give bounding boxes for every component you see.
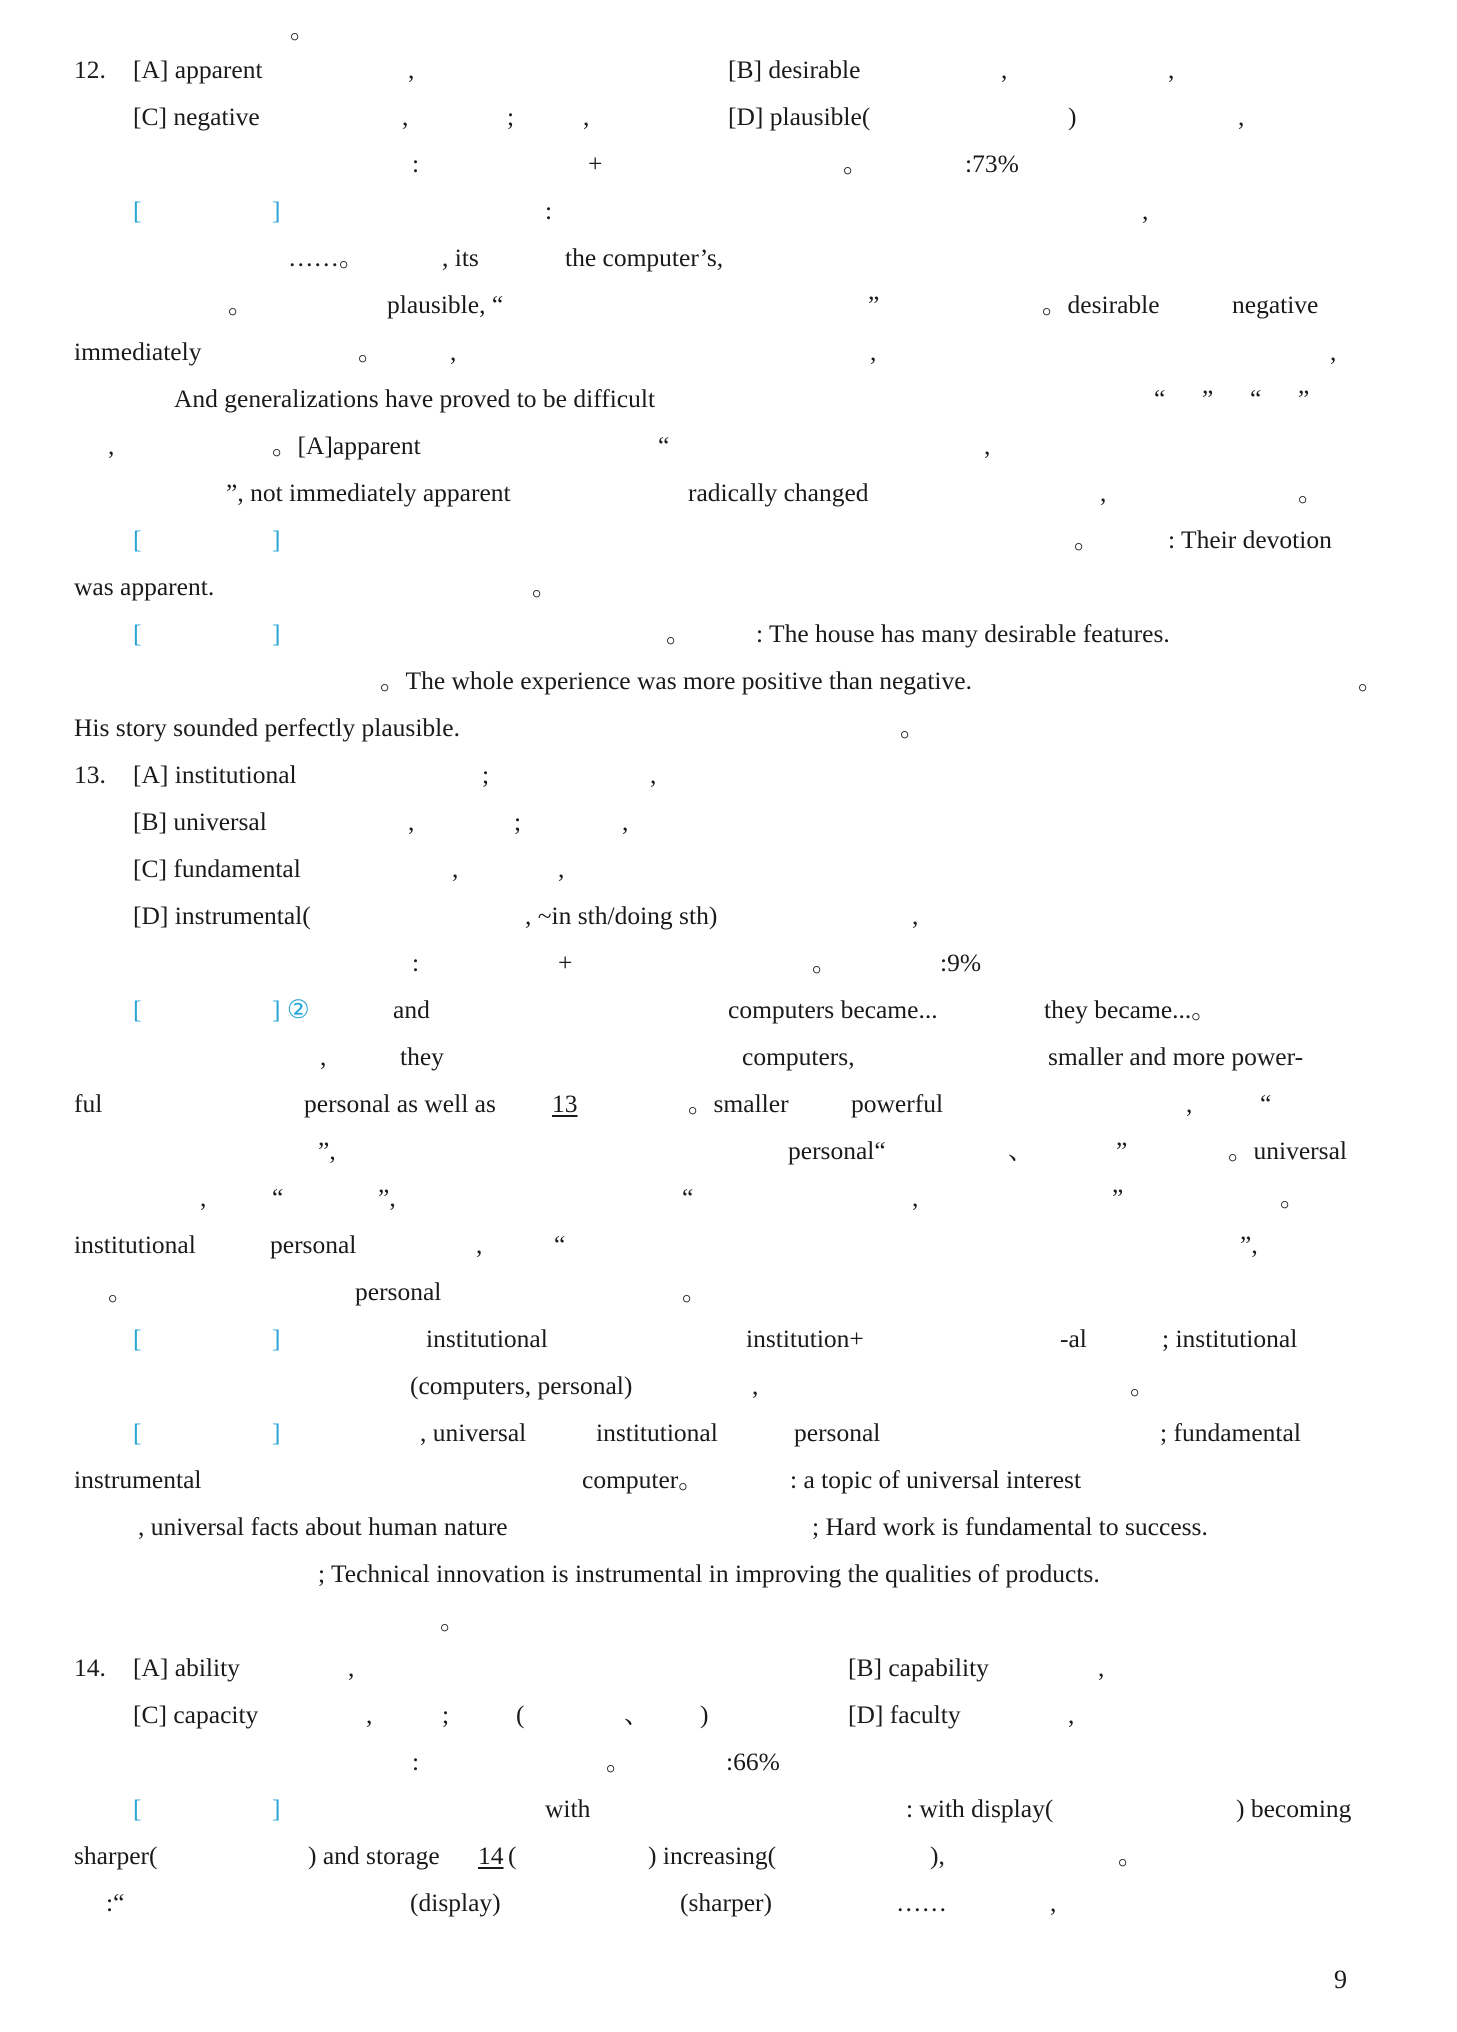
text-segment: , its <box>442 243 479 272</box>
text-line <box>0 470 1457 516</box>
section-bracket: ] <box>272 1324 281 1353</box>
text-segment: , <box>402 102 409 131</box>
text-segment: [B] capability <box>848 1653 989 1682</box>
text-segment: , <box>1186 1089 1193 1118</box>
text-segment: , <box>108 431 115 460</box>
text-segment: 。 <box>1280 1183 1306 1212</box>
text-segment: , <box>650 760 657 789</box>
text-segment: the computer’s, <box>565 243 724 272</box>
section-bracket: ] <box>272 196 281 225</box>
text-segment: , <box>558 854 565 883</box>
text-segment: ; <box>507 102 515 131</box>
section-bracket: ] <box>272 1794 281 1823</box>
text-segment: , <box>200 1183 207 1212</box>
text-segment: ) and storage <box>308 1841 440 1870</box>
text-segment: 。The whole experience was more positive than negative. <box>380 666 972 695</box>
text-segment: ) <box>700 1700 709 1729</box>
text-segment: , universal <box>420 1418 527 1447</box>
text-segment: 。 <box>606 1747 632 1776</box>
text-line <box>0 1880 1457 1926</box>
text-segment: institutional <box>596 1418 718 1447</box>
text-segment: ; Technical innovation is instrumental in improving the qualities of products. <box>318 1559 1100 1588</box>
text-segment: [B] universal <box>133 807 267 836</box>
text-segment: ; <box>442 1700 450 1729</box>
text-line <box>0 376 1457 422</box>
text-line <box>0 141 1457 187</box>
text-segment: + <box>588 149 603 178</box>
text-line <box>0 1692 1457 1738</box>
text-segment: : Their devotion <box>1168 525 1332 554</box>
text-segment: His story sounded perfectly plausible. <box>74 713 460 742</box>
text-segment: 。 <box>666 619 692 648</box>
text-segment: [C] negative <box>133 102 260 131</box>
text-segment: [A] apparent <box>133 55 263 84</box>
text-segment: was apparent. <box>74 572 215 601</box>
text-segment: ”, <box>1240 1230 1258 1259</box>
text-segment: ”, <box>378 1183 396 1212</box>
section-bracket: [ <box>133 1794 142 1823</box>
text-segment: , ~in sth/doing sth) <box>525 901 718 930</box>
text-segment: they became...。 <box>1044 995 1217 1024</box>
text-segment: personal <box>270 1230 357 1259</box>
text-segment: institution+ <box>746 1324 864 1353</box>
text-segment: ” <box>1202 384 1214 413</box>
text-segment: computer。 <box>582 1465 704 1494</box>
text-line <box>0 1833 1457 1879</box>
text-segment: 。 <box>358 337 384 366</box>
text-segment: smaller and more power- <box>1048 1042 1304 1071</box>
text-segment: ”, <box>318 1136 336 1165</box>
text-segment: [D] plausible( <box>728 102 871 131</box>
text-segment: 13. <box>74 760 106 789</box>
text-segment: :73% <box>965 149 1019 178</box>
text-segment: [A] institutional <box>133 760 297 789</box>
text-segment: : <box>545 196 553 225</box>
text-segment: , <box>1098 1653 1105 1682</box>
section-bracket: ] <box>272 1418 281 1447</box>
text-segment: “ <box>1154 384 1166 413</box>
text-segment: 。 <box>900 713 926 742</box>
text-segment: personal“ <box>788 1136 886 1165</box>
text-line <box>0 94 1457 140</box>
text-line <box>0 1363 1457 1409</box>
text-segment: 。 <box>532 572 558 601</box>
text-segment: institutional <box>74 1230 196 1259</box>
text-segment: : The house has many desirable features. <box>756 619 1170 648</box>
text-line <box>0 235 1457 281</box>
text-line <box>0 752 1457 798</box>
text-segment: “ <box>554 1230 566 1259</box>
text-segment: instrumental <box>74 1465 202 1494</box>
text-segment: (sharper) <box>680 1888 773 1917</box>
section-bracket: [ <box>133 1418 142 1447</box>
text-segment: sharper( <box>74 1841 158 1870</box>
text-line <box>0 1222 1457 1268</box>
text-segment: , <box>1050 1888 1057 1917</box>
text-segment: 。 <box>1118 1841 1144 1870</box>
text-segment: personal <box>355 1277 442 1306</box>
text-segment: ful <box>74 1089 103 1118</box>
text-segment: , <box>408 807 415 836</box>
text-line <box>0 1128 1457 1174</box>
text-line <box>0 564 1457 610</box>
text-segment: …… <box>896 1888 947 1917</box>
text-segment: ” <box>1116 1136 1128 1165</box>
section-bracket: [ <box>133 619 142 648</box>
text-segment: : <box>412 1747 420 1776</box>
section-bracket: ] <box>272 525 281 554</box>
section-bracket: [ <box>133 196 142 225</box>
section-bracket: ] ② <box>272 995 310 1024</box>
text-segment: ; Hard work is fundamental to success. <box>812 1512 1208 1541</box>
text-segment: 。 <box>440 1606 466 1635</box>
text-line <box>0 188 1457 234</box>
text-segment: , <box>1001 55 1008 84</box>
text-segment: , <box>1068 1700 1075 1729</box>
text-segment: (computers, personal) <box>410 1371 633 1400</box>
text-line <box>0 1739 1457 1785</box>
text-segment: , <box>476 1230 483 1259</box>
text-line <box>0 1081 1457 1127</box>
text-segment: 、 <box>624 1700 650 1729</box>
text-segment: 。 <box>290 15 316 44</box>
text-segment: , <box>984 431 991 460</box>
text-segment: , <box>912 901 919 930</box>
text-segment: [D] instrumental( <box>133 901 311 930</box>
text-segment: 14. <box>74 1653 106 1682</box>
text-line <box>0 517 1457 563</box>
text-segment: ” <box>868 290 880 319</box>
text-segment: computers became... <box>728 995 938 1024</box>
text-segment: personal <box>794 1418 881 1447</box>
text-segment: 。 <box>228 290 254 319</box>
text-segment: radically changed <box>688 478 869 507</box>
text-line <box>0 282 1457 328</box>
text-line <box>0 1269 1457 1315</box>
text-line <box>0 705 1457 751</box>
text-segment: And generalizations have proved to be difficult <box>174 384 656 413</box>
text-segment: , <box>1142 196 1149 225</box>
text-segment: :66% <box>726 1747 780 1776</box>
text-segment: immediately <box>74 337 202 366</box>
text-segment: [C] fundamental <box>133 854 301 883</box>
text-segment: , <box>912 1183 919 1212</box>
text-line <box>0 423 1457 469</box>
blank-number: 14 <box>478 1841 504 1870</box>
text-segment: ; <box>514 807 522 836</box>
text-segment: with <box>545 1794 591 1823</box>
text-segment: powerful <box>851 1089 944 1118</box>
text-segment: , <box>1238 102 1245 131</box>
text-segment: , <box>1168 55 1175 84</box>
section-bracket: ] <box>272 619 281 648</box>
text-segment: and <box>393 995 430 1024</box>
text-line <box>0 47 1457 93</box>
text-segment: [C] capacity <box>133 1700 259 1729</box>
text-line <box>0 1175 1457 1221</box>
page-number: 9 <box>1334 1965 1347 1994</box>
text-segment: ; <box>482 760 490 789</box>
text-line <box>0 1457 1457 1503</box>
text-segment: :“ <box>106 1888 125 1917</box>
text-segment: 、 <box>1008 1136 1034 1165</box>
text-segment: + <box>558 948 573 977</box>
text-segment: : with display( <box>906 1794 1054 1823</box>
text-segment: [B] desirable <box>728 55 861 84</box>
section-bracket: [ <box>133 1324 142 1353</box>
section-bracket: [ <box>133 995 142 1024</box>
text-segment: 12. <box>74 55 106 84</box>
text-segment: ), <box>930 1841 945 1870</box>
text-line <box>0 1645 1457 1691</box>
text-segment: 。 <box>1074 525 1100 554</box>
text-segment: , <box>366 1700 373 1729</box>
text-segment: ” <box>1298 384 1310 413</box>
text-segment: -al <box>1060 1324 1087 1353</box>
text-segment: 。 <box>812 948 838 977</box>
text-segment: ) becoming <box>1236 1794 1352 1823</box>
text-segment: they <box>400 1042 444 1071</box>
text-line <box>0 940 1457 986</box>
text-segment: , <box>452 854 459 883</box>
text-segment: 。universal <box>1228 1136 1347 1165</box>
text-line <box>0 799 1457 845</box>
text-segment: [A] ability <box>133 1653 240 1682</box>
text-segment: “ <box>272 1183 284 1212</box>
text-segment: 。[A]apparent <box>272 431 421 460</box>
text-segment: ” <box>1112 1183 1124 1212</box>
text-segment: , <box>1330 337 1337 366</box>
text-segment: 。 <box>1130 1371 1156 1400</box>
text-segment: [D] faculty <box>848 1700 961 1729</box>
text-segment: 。 <box>682 1277 708 1306</box>
text-segment: ) <box>1068 102 1077 131</box>
text-line <box>0 1504 1457 1550</box>
text-segment: 。 <box>108 1277 134 1306</box>
text-segment: : a topic of universal interest <box>790 1465 1082 1494</box>
text-segment: “ <box>658 431 670 460</box>
text-line <box>0 1551 1457 1597</box>
text-segment: ……。 <box>288 243 365 272</box>
text-segment: , <box>622 807 629 836</box>
text-segment: negative <box>1232 290 1319 319</box>
text-segment: , <box>348 1653 355 1682</box>
text-line <box>0 1316 1457 1362</box>
text-line <box>0 1410 1457 1456</box>
text-segment: , <box>320 1042 327 1071</box>
text-segment: 。 <box>1358 666 1384 695</box>
text-segment: ( <box>516 1700 525 1729</box>
text-segment: 。 <box>1298 478 1324 507</box>
text-line <box>0 658 1457 704</box>
text-segment: , universal facts about human nature <box>138 1512 508 1541</box>
text-segment: ) increasing( <box>648 1841 777 1870</box>
section-bracket: [ <box>133 525 142 554</box>
text-segment: ”, not immediately apparent <box>226 478 511 507</box>
text-segment: 。smaller <box>688 1089 789 1118</box>
text-segment: ; institutional <box>1162 1324 1298 1353</box>
text-line <box>0 611 1457 657</box>
text-segment: “ <box>682 1183 694 1212</box>
text-segment: , <box>870 337 877 366</box>
text-line <box>0 329 1457 375</box>
text-line <box>0 846 1457 892</box>
text-segment: : <box>412 149 420 178</box>
text-segment: , <box>408 55 415 84</box>
text-segment: : <box>412 948 420 977</box>
text-line <box>0 987 1457 1033</box>
text-segment: ( <box>508 1841 517 1870</box>
text-segment: , <box>752 1371 759 1400</box>
text-segment: “ <box>1260 1089 1272 1118</box>
text-segment: 。 <box>843 149 869 178</box>
text-segment: institutional <box>426 1324 548 1353</box>
text-line <box>0 1598 1457 1644</box>
text-line <box>0 893 1457 939</box>
blank-number: 13 <box>552 1089 578 1118</box>
text-segment: , <box>583 102 590 131</box>
text-segment: , <box>450 337 457 366</box>
text-line <box>0 1786 1457 1832</box>
text-segment: (display) <box>410 1888 501 1917</box>
text-segment: personal as well as <box>304 1089 496 1118</box>
text-segment: “ <box>1250 384 1262 413</box>
text-segment: 。desirable <box>1042 290 1160 319</box>
text-segment: :9% <box>940 948 982 977</box>
text-segment: computers, <box>742 1042 855 1071</box>
text-segment: ; fundamental <box>1160 1418 1301 1447</box>
text-segment: plausible, “ <box>387 290 504 319</box>
text-line <box>0 1034 1457 1080</box>
text-segment: , <box>1100 478 1107 507</box>
